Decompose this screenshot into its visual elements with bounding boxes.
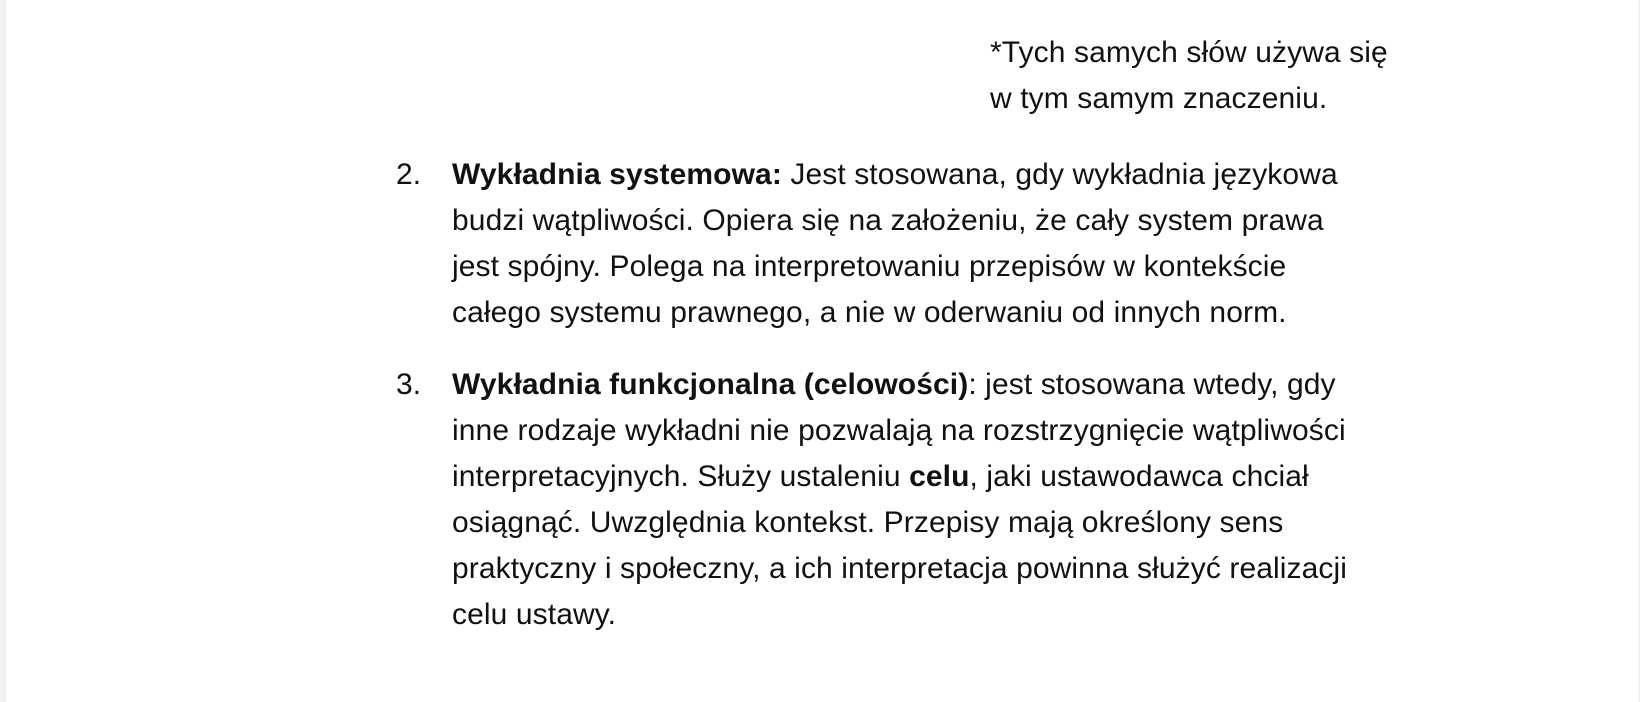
list-number: 2. [396, 158, 422, 191]
item-title: Wykładnia funkcjonalna (celowości) [452, 368, 969, 401]
text-line [452, 454, 1502, 500]
text-fragment: interpretacyjnych. Służy ustaleniu [452, 460, 910, 493]
text-fragment: : jest stosowana wtedy, gdy [968, 368, 1336, 401]
emphasis-word: celu [909, 460, 970, 493]
item-title: Wykładnia systemowa: [452, 158, 782, 191]
text-line [452, 152, 1502, 198]
text-line: budzi wątpliwości. Opiera się na założeniu, że cały system prawa [452, 204, 1324, 237]
text-fragment: Jest stosowana, gdy wykładnia językowa [781, 158, 1338, 191]
document-page [6, 0, 1638, 702]
text-line: praktyczny i społeczny, a ich interpretacja powinna służyć realizacji [452, 552, 1348, 585]
footnote [990, 30, 1388, 122]
text-line: osiągnąć. Uwzględnia kontekst. Przepisy mają określony sens [452, 506, 1284, 539]
text-line: celu ustawy. [452, 598, 617, 631]
text-fragment: , jaki ustawodawca chciał [969, 460, 1309, 493]
list-item-text [452, 152, 1502, 336]
footnote-line: *Tych samych słów używa się [990, 36, 1388, 69]
list-number: 3. [396, 368, 422, 401]
text-line: inne rodzaje wykładni nie pozwalają na rozstrzygnięcie wątpliwości [452, 414, 1346, 447]
footnote-line: w tym samym znaczeniu. [990, 82, 1328, 115]
list-item-text [452, 362, 1502, 638]
text-line: całego systemu prawnego, a nie w oderwaniu od innych norm. [452, 296, 1287, 329]
text-line [452, 362, 1502, 408]
text-line: jest spójny. Polega na interpretowaniu przepisów w kontekście [452, 250, 1287, 283]
